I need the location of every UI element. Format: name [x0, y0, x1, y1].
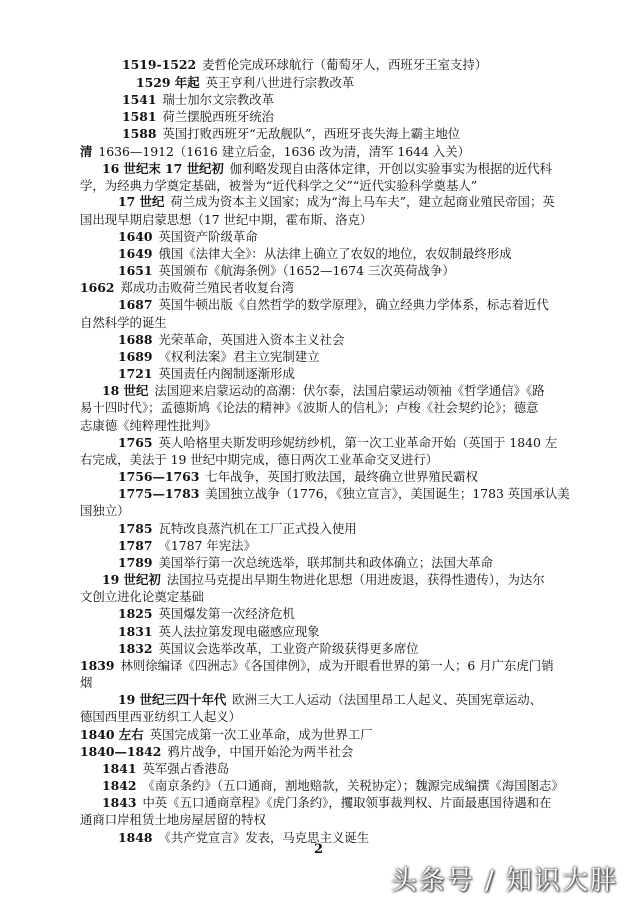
page-number: 2	[314, 842, 324, 857]
timeline-entry	[118, 830, 369, 846]
entry-date: 1765	[118, 435, 153, 450]
entry-date: 1840 左右	[80, 727, 144, 742]
timeline-entry	[122, 92, 274, 108]
entry-date: 1756—1763	[118, 469, 200, 484]
entry-date: 18 世纪	[102, 383, 149, 398]
entry-text: 《权利法案》君主立宪制建立	[158, 349, 320, 364]
entry-text: 瑞士加尔文宗教改革	[162, 92, 275, 107]
entry-text: 国独立）	[80, 503, 130, 518]
entry-date: 1831	[118, 624, 153, 639]
timeline-entry	[80, 280, 294, 296]
timeline-entry-continuation	[80, 503, 130, 519]
entry-date: 16 世纪末 17 世纪初	[102, 161, 224, 176]
entry-text: 《1787 年宪法》	[158, 538, 256, 553]
entry-date: 19 世纪三四十年代	[118, 692, 227, 707]
entry-date: 1541	[122, 92, 157, 107]
entry-text: 烟	[80, 675, 93, 690]
entry-date: 1588	[122, 126, 157, 141]
entry-date: 1825	[118, 606, 153, 621]
entry-text: 《共产党宣言》发表，马克思主义诞生	[158, 830, 370, 845]
timeline-entry	[102, 572, 545, 588]
entry-text: 国出现早期启蒙思想（17 世纪中期，霍布斯、洛克）	[80, 212, 373, 227]
timeline-entry-continuation	[80, 315, 167, 331]
entry-date: 1843	[102, 795, 137, 810]
entry-text: 志康德《纯粹理性批判》	[80, 418, 217, 433]
timeline-entry	[118, 624, 320, 640]
timeline-entry	[122, 57, 487, 73]
entry-text: 美国举行第一次总统选举，联邦制共和政体确立；法国大革命	[158, 555, 494, 570]
entry-date: 1789	[118, 555, 153, 570]
entry-text: 学，为经典力学奠定基础，被誉为“近代科学之父”“近代实验科学奠基人”	[80, 178, 478, 193]
timeline-entry-continuation	[80, 452, 438, 468]
entry-text: 法国迎来启蒙运动的高潮：伏尔泰，法国启蒙运动领袖《哲学通信》《路	[154, 383, 545, 398]
entry-date: 1841	[102, 761, 137, 776]
entry-text: 俄国《法律大全》：从法律上确立了农奴的地位，农奴制最终形成	[158, 246, 512, 261]
timeline-entry-continuation	[80, 212, 372, 228]
entry-date: 17 世纪	[118, 194, 165, 209]
entry-text: 英国议会选举改革，工业资产阶级获得更多席位	[158, 641, 419, 656]
entry-date: 1519-1522	[122, 57, 197, 72]
entry-date: 1662	[80, 280, 115, 295]
entry-text: 光荣革命，英国进入资本主义社会	[158, 332, 345, 347]
timeline-entry	[118, 641, 419, 657]
entry-date: 清	[80, 144, 93, 159]
entry-text: 文创立进化论奠定基础	[80, 589, 204, 604]
entry-text: 通商口岸租赁土地房屋居留的特权	[80, 812, 266, 827]
timeline-entry	[118, 297, 549, 313]
watermark: 头条号 / 知识大胖	[390, 866, 618, 896]
timeline-entry	[118, 332, 344, 348]
entry-text: 法国拉马克提出早期生物进化思想（用进废退，获得性遗传），为达尔	[166, 572, 545, 587]
entry-date: 1651	[118, 263, 153, 278]
entry-text: 七年战争，英国打败法国，最终确立世界殖民霸权	[205, 469, 478, 484]
entry-text: 英国爆发第一次经济危机	[158, 606, 295, 621]
entry-date: 1839	[80, 658, 115, 673]
entry-text: 麦哲伦完成环球航行（葡萄牙人，西班牙王室支持）	[202, 57, 488, 72]
entry-date: 1848	[118, 830, 153, 845]
timeline-entry	[118, 538, 256, 554]
timeline-entry	[102, 761, 229, 777]
timeline-entry	[118, 349, 320, 365]
entry-text: 荷兰摆脱西班牙统治	[162, 109, 275, 124]
timeline-entry-continuation	[80, 709, 241, 725]
entry-text: 英国资产阶级革命	[158, 229, 258, 244]
timeline-entry	[118, 692, 542, 708]
timeline-entry	[80, 144, 470, 160]
entry-text: 伽利略发现自由落体定律，开创以实验事实为根据的近代科	[229, 161, 552, 176]
timeline-entry	[118, 435, 557, 451]
timeline-entry	[80, 744, 353, 760]
entry-text: 英国颁布《航海条例》（1652—1674 三次英荷战争）	[158, 263, 455, 278]
entry-date: 1687	[118, 297, 153, 312]
timeline-entry	[118, 263, 455, 279]
entry-text: 《南京条约》（五口通商，割地赔款，关税协定）；魏源完成编撰《海国图志》	[142, 778, 564, 793]
entry-date: 1640	[118, 229, 153, 244]
entry-text: 欧洲三大工人运动（法国里昂工人起义、英国宪章运动、	[232, 692, 543, 707]
entry-date: 1840—1842	[80, 744, 162, 759]
timeline-entry	[102, 795, 551, 811]
entry-text: 美国独立战争（1776，《独立宣言》，美国诞生；1783 英国承认美	[205, 486, 570, 501]
timeline-entry	[118, 366, 295, 382]
timeline-entry	[136, 75, 354, 91]
entry-text: 瓦特改良蒸汽机在工厂正式投入使用	[158, 521, 357, 536]
timeline-entry	[118, 555, 493, 571]
timeline-entry	[122, 126, 460, 142]
entry-text: 英军强占香港岛	[142, 761, 230, 776]
timeline-entry	[102, 161, 552, 177]
timeline-entry	[118, 521, 357, 537]
entry-text: 英国牛顿出版《自然哲学的数学原理》，确立经典力学体系，标志着近代	[158, 297, 549, 312]
timeline-entry	[80, 727, 373, 743]
timeline-entry	[118, 194, 555, 210]
entry-text: 德国西里西亚纺织工人起义）	[80, 709, 242, 724]
entry-date: 1581	[122, 109, 157, 124]
entry-date: 1721	[118, 366, 153, 381]
entry-text: 英王亨利八世进行宗教改革	[205, 75, 355, 90]
timeline-entry-continuation	[80, 418, 216, 434]
timeline-entry	[118, 486, 570, 502]
timeline-entry	[118, 606, 295, 622]
entry-text: 易十四时代》；孟德斯鸠《论法的精神》《波斯人的信札》；卢梭《社会契约论》；德意	[80, 400, 539, 415]
timeline-entry-continuation	[80, 812, 266, 828]
timeline-entry	[102, 383, 545, 399]
entry-text: 英人哈格里夫斯发明珍妮纺纱机，第一次工业革命开始（英国于 1840 左	[158, 435, 558, 450]
entry-date: 1688	[118, 332, 153, 347]
timeline-entry	[118, 229, 258, 245]
entry-text: 自然科学的诞生	[80, 315, 167, 330]
entry-date: 1529 年起	[136, 75, 200, 90]
entry-text: 郑成功击败荷兰殖民者收复台湾	[120, 280, 294, 295]
entry-date: 19 世纪初	[102, 572, 161, 587]
entry-text: 中英《五口通商章程》《虎门条约》，攫取领事裁判权、片面最惠国待遇和在	[142, 795, 552, 810]
entry-text: 荷兰成为资本主义国家；成为“海上马车夫”，建立起商业殖民帝国；英	[170, 194, 555, 209]
entry-text: 右完成，美法于 19 世纪中期完成，德日两次工业革命交叉进行）	[80, 452, 439, 467]
entry-date: 1832	[118, 641, 153, 656]
entry-text: 1636—1912（1616 建立后金，1636 改为清，清军 1644 入关）	[98, 144, 471, 159]
timeline-entry-continuation	[80, 400, 538, 416]
timeline-entry	[80, 658, 554, 674]
entry-date: 1787	[118, 538, 153, 553]
timeline-entry	[122, 109, 274, 125]
entry-text: 英国完成第一次工业革命，成为世界工厂	[149, 727, 373, 742]
timeline-entry-continuation	[80, 589, 204, 605]
timeline-entry	[102, 778, 564, 794]
timeline-entry	[118, 246, 512, 262]
timeline-entry-continuation	[80, 675, 92, 691]
entry-date: 1785	[118, 521, 153, 536]
timeline-entry	[118, 469, 478, 485]
entry-text: 林则徐编译《四洲志》《各国律例》，成为开眼看世界的第一人；6 月广东虎门销	[120, 658, 554, 673]
entry-date: 1649	[118, 246, 153, 261]
entry-date: 1842	[102, 778, 137, 793]
entry-text: 英国责任内阁制逐渐形成	[158, 366, 295, 381]
entry-text: 英国打败西班牙“无敌舰队”，西班牙丧失海上霸主地位	[162, 126, 461, 141]
timeline-entry-continuation	[80, 178, 477, 194]
entry-date: 1689	[118, 349, 153, 364]
entry-text: 鸦片战争，中国开始沦为两半社会	[167, 744, 354, 759]
entry-text: 英人法拉第发现电磁感应现象	[158, 624, 320, 639]
entry-date: 1775—1783	[118, 486, 200, 501]
